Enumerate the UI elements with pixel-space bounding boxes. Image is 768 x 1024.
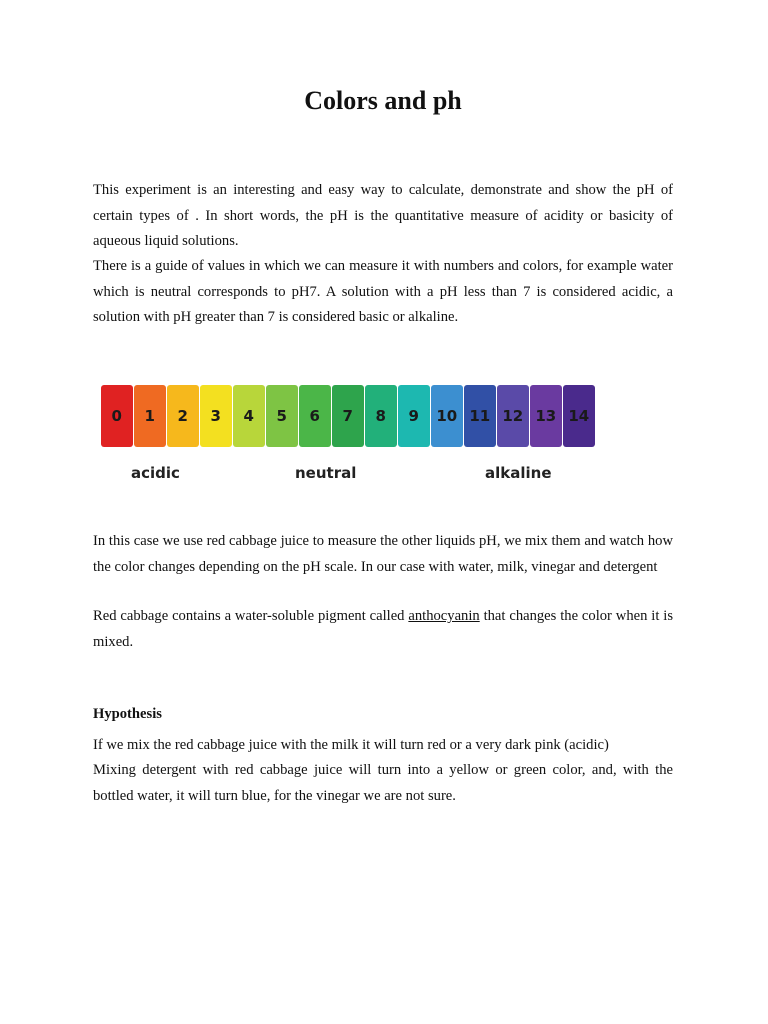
ph-cell-label: 4 xyxy=(243,407,254,425)
ph-cell-label: 10 xyxy=(436,407,458,425)
hypothesis-paragraph-2: Mixing detergent with red cabbage juice will turn into a yellow or green color, and, with the bottled water, it will turn blue, for the vinegar we are not sure. xyxy=(93,762,673,804)
ph-cell-label: 3 xyxy=(210,407,221,425)
ph-cell-label: 13 xyxy=(535,407,557,425)
ph-cell-label: 7 xyxy=(342,407,353,425)
ph-cell-label: 8 xyxy=(375,407,386,425)
ph-cell-12 xyxy=(497,385,529,447)
ph-cell-label: 2 xyxy=(177,407,188,425)
ph-cell-8 xyxy=(365,385,397,447)
ph-scale-bar xyxy=(101,385,595,447)
method-text-before: Red cabbage contains a water-soluble pigment called xyxy=(93,608,409,624)
ph-cell-label: 12 xyxy=(502,407,524,425)
ph-cell-4 xyxy=(233,385,265,447)
ph-cell-7 xyxy=(332,385,364,447)
ph-cell-label: 1 xyxy=(144,407,155,425)
hypothesis-paragraph-1: If we mix the red cabbage juice with the milk it will turn red or a very dark pink (acidic) xyxy=(93,737,609,753)
ph-cell-9 xyxy=(398,385,430,447)
ph-cell-3 xyxy=(200,385,232,447)
ph-cell-11 xyxy=(464,385,496,447)
intro-paragraph-1: This experiment is an interesting and easy way to calculate, demonstrate and show the pH of certain types of . In short words, the pH is the quantitative measure of acidity or basicity of aqueous liquid solutions. xyxy=(93,182,673,249)
ph-cell-2 xyxy=(167,385,199,447)
ph-cell-label: 9 xyxy=(408,407,419,425)
label-neutral: neutral xyxy=(295,464,357,482)
intro-paragraph-2: There is a guide of values in which we can measure it with numbers and colors, for example water which is neutral corresponds to pH7. A solution with a pH less than 7 is considered acidic, a solution with pH greater than 7 is considered basic or alkaline. xyxy=(93,258,673,325)
ph-cell-6 xyxy=(299,385,331,447)
label-alkaline: alkaline xyxy=(485,464,552,482)
ph-cell-1 xyxy=(134,385,166,447)
ph-cell-label: 6 xyxy=(309,407,320,425)
method-paragraph-1: In this case we use red cabbage juice to measure the other liquids pH, we mix them and watch how the color changes depending on the pH scale. In our case with water, milk, vinegar and detergent xyxy=(93,533,673,575)
ph-cell-0 xyxy=(101,385,133,447)
method-text-after: that changes the color when it is mixed. xyxy=(93,608,673,650)
ph-scale-labels xyxy=(95,464,605,486)
ph-scale-figure xyxy=(95,372,605,497)
document-title: Colors and ph xyxy=(304,86,462,115)
ph-cell-10 xyxy=(431,385,463,447)
method-paragraph-2 xyxy=(93,604,673,655)
ph-cell-5 xyxy=(266,385,298,447)
ph-cell-13 xyxy=(530,385,562,447)
label-acidic: acidic xyxy=(131,464,180,482)
ph-cell-label: 0 xyxy=(111,407,122,425)
ph-cell-label: 5 xyxy=(276,407,287,425)
ph-cell-label: 11 xyxy=(469,407,491,425)
ph-cell-label: 14 xyxy=(568,407,590,425)
hypothesis-heading: Hypothesis xyxy=(93,706,162,722)
ph-cell-14 xyxy=(563,385,595,447)
anthocyanin-link[interactable]: anthocyanin xyxy=(408,608,480,624)
